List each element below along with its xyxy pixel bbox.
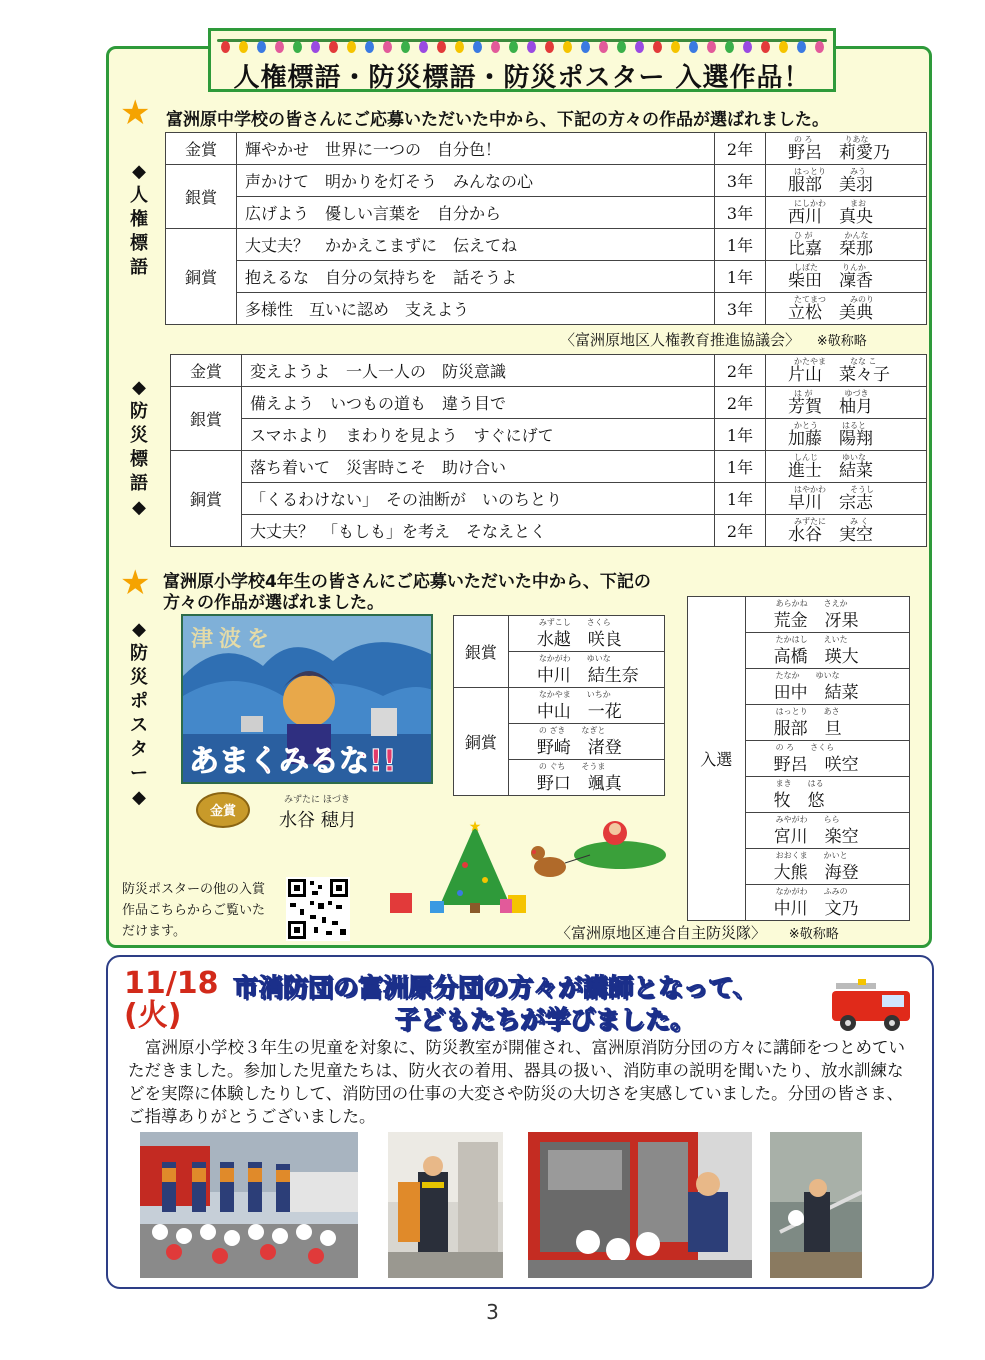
grade-cell: 2年 xyxy=(715,387,766,419)
name-ruby: の ろ さくら xyxy=(775,743,835,752)
name-ruby: はやかわ そうし xyxy=(794,485,874,494)
event-body-text: 富洲原小学校３年生の児童を対象に、防災教室が開催され、富洲原消防分団の方々に講師をつとめていただきました。参加した児童たちは、防火衣の着用、器具の扱い、消防車の説明を聞いたり、放水訓練などを実際に体験したりして、消防団の仕事の大変さや防災の大切さを実感していました。分団の皆さま、ご指導ありがとうございました。 xyxy=(128,1038,905,1126)
light-bulb-icon xyxy=(797,41,806,53)
grade-cell: 3年 xyxy=(715,165,766,197)
human-rights-table xyxy=(165,132,927,325)
slogan-cell: 声かけて 明かりを灯そう みんなの心 xyxy=(237,165,715,197)
label-char: 標 xyxy=(130,449,148,470)
photo-firefighters-lineup xyxy=(140,1132,358,1278)
table-row xyxy=(166,133,927,165)
grade-cell: 1年 xyxy=(715,261,766,293)
intro-middle-school: 富洲原中学校の皆さんにご応募いただいた中から、下記の方々の作品が選ばれました。 xyxy=(166,110,829,130)
label-char: ス xyxy=(130,715,148,736)
table-row xyxy=(166,293,927,325)
light-bulb-icon xyxy=(635,41,644,53)
light-bulb-icon xyxy=(527,41,536,53)
prize-cell: 銀賞 xyxy=(454,616,509,688)
student-name: 柴田 凜香 xyxy=(788,271,873,291)
student-name: 服部 美羽 xyxy=(788,175,873,195)
student-name: 中川 文乃 xyxy=(773,899,859,919)
title-banner xyxy=(208,28,836,92)
poster-label xyxy=(128,618,150,810)
name-ruby: たてまつ みのり xyxy=(794,295,874,304)
name-cell xyxy=(766,419,927,451)
qr-caption: 防災ポスターの他の入賞作品こちらからご覧いただけます。 xyxy=(122,882,266,939)
name-cell xyxy=(766,165,927,197)
slogan-cell: 輝やかせ 世界に一つの 自分色！ xyxy=(237,133,715,165)
name-cell xyxy=(766,515,927,547)
name-ruby: は が ゆづき xyxy=(794,389,869,398)
label-char: ◆ xyxy=(132,377,146,398)
prize-cell: 金賞 xyxy=(171,355,242,387)
prize-cell: 銀賞 xyxy=(171,387,242,451)
student-name: 西川 真央 xyxy=(788,207,873,227)
light-bulb-icon xyxy=(455,41,464,53)
qr-code-icon[interactable] xyxy=(286,877,350,941)
light-bulb-icon xyxy=(707,41,716,53)
student-name: 早川 宗志 xyxy=(788,493,873,513)
label-char: 語 xyxy=(130,473,148,494)
grade-cell: 1年 xyxy=(715,419,766,451)
light-bulb-icon xyxy=(761,41,770,53)
light-bulb-icon xyxy=(419,41,428,53)
student-name: 比嘉 栞那 xyxy=(788,239,873,259)
photo-fire-truck-equipment xyxy=(528,1132,752,1278)
name-ruby: なかがわ ふみの xyxy=(775,887,848,896)
label-char: 標 xyxy=(130,233,148,254)
student-name: 野口 颯真 xyxy=(536,774,622,794)
table-row xyxy=(171,451,927,483)
christmas-decoration xyxy=(390,815,680,920)
name-ruby: ひ が かんな xyxy=(794,231,869,240)
student-name: 野崎 渚登 xyxy=(536,738,622,758)
name-ruby: はっとり あさ xyxy=(775,707,840,716)
poster-top-text: 津波を xyxy=(191,627,276,652)
name-cell xyxy=(766,229,927,261)
student-name: 野呂 咲空 xyxy=(773,755,859,775)
student-name: 田中 結菜 xyxy=(773,683,859,703)
table-row xyxy=(171,387,927,419)
light-bulb-icon xyxy=(239,41,248,53)
name-cell xyxy=(745,633,909,669)
name-ruby: みやがわ らら xyxy=(775,815,840,824)
light-bulb-icon xyxy=(743,41,752,53)
student-name: 荒金 冴果 xyxy=(773,611,859,631)
slogan-cell: 落ち着いて 災害時こそ 助け合い xyxy=(242,451,715,483)
credit-text: 〈富洲原地区人権教育推進協議会〉 xyxy=(560,331,801,349)
light-bulb-icon xyxy=(779,41,788,53)
prize-cell: 銅賞 xyxy=(166,229,237,325)
student-name: 立松 美典 xyxy=(788,303,873,323)
garland xyxy=(217,39,827,42)
label-char: ◆ xyxy=(132,619,146,640)
name-ruby: なかがわ ゆいな xyxy=(538,654,611,663)
label-char: ◆ xyxy=(132,787,146,808)
medal-text: 金賞 xyxy=(209,804,236,819)
disaster-slogan-table xyxy=(170,354,927,547)
label-char: 災 xyxy=(130,425,148,446)
name-ruby: まき はる xyxy=(775,779,824,788)
page-number: 3 xyxy=(486,1300,499,1324)
poster-bottom-text: あまくみるな!! xyxy=(189,744,397,779)
name-cell xyxy=(745,885,909,921)
name-cell xyxy=(766,133,927,165)
name-ruby: の ろ りあな xyxy=(794,135,869,144)
name-cell xyxy=(766,451,927,483)
poster-selected-table xyxy=(687,596,910,921)
human-rights-credit xyxy=(560,329,867,350)
light-bulb-icon xyxy=(347,41,356,53)
name-cell xyxy=(745,597,909,633)
slogan-cell: 変えようよ 一人一人の 防災意識 xyxy=(242,355,715,387)
name-cell xyxy=(745,813,909,849)
prize-cell: 金賞 xyxy=(166,133,237,165)
name-cell xyxy=(766,197,927,229)
star-icon: ★ xyxy=(120,93,151,133)
light-bulb-icon xyxy=(815,41,824,53)
date-text: 11/18 xyxy=(124,966,219,1001)
light-bulb-icon xyxy=(545,41,554,53)
slogan-cell: スマホより まわりを見よう すぐにげて xyxy=(242,419,715,451)
name-cell xyxy=(508,724,664,760)
name-ruby: しんじ ゆいな xyxy=(794,453,866,462)
slogan-cell: 多様性 互いに認め 支えよう xyxy=(237,293,715,325)
student-name: 中山 一花 xyxy=(536,702,622,722)
student-name: 大熊 海登 xyxy=(773,863,859,883)
name-cell xyxy=(745,741,909,777)
headline-line1: 市消防団の富洲原分団の方々が講師となって、 xyxy=(233,973,758,1002)
student-name: 進士 結菜 xyxy=(788,461,873,481)
grade-cell: 1年 xyxy=(715,483,766,515)
name-ruby: たかはし えいた xyxy=(775,635,848,644)
table-row xyxy=(166,229,927,261)
light-bulb-icon xyxy=(563,41,572,53)
student-name: 野呂 莉愛乃 xyxy=(788,143,890,163)
grade-cell: 2年 xyxy=(715,355,766,387)
page-title: 人権標語・防災標語・防災ポスター 入選作品！ xyxy=(233,63,811,93)
light-bulb-icon xyxy=(617,41,626,53)
label-char: ◆ xyxy=(132,161,146,182)
poster-credit xyxy=(556,922,839,943)
table-row xyxy=(171,515,927,547)
slogan-cell: 広げよう 優しい言葉を 自分から xyxy=(237,197,715,229)
table-row xyxy=(688,597,910,633)
star-icon: ★ xyxy=(120,563,151,603)
student-name: 芳賀 柚月 xyxy=(788,397,873,417)
label-char: 権 xyxy=(130,209,148,230)
prize-cell: 銀賞 xyxy=(166,165,237,229)
photo-water-drill xyxy=(770,1132,862,1278)
prize-cell: 入選 xyxy=(688,597,746,921)
grade-cell: 1年 xyxy=(715,229,766,261)
light-bulb-icon xyxy=(311,41,320,53)
student-name: 宮川 楽空 xyxy=(773,827,859,847)
name-cell xyxy=(766,261,927,293)
event-date xyxy=(124,968,218,1032)
label-char: 防 xyxy=(130,643,148,664)
slogan-cell: 「くるわけない」 その油断が いのちとり xyxy=(242,483,715,515)
name-ruby: たなか ゆいな xyxy=(775,671,840,680)
name-ruby: しばた りんか xyxy=(794,263,866,272)
slogan-cell: 大丈夫？ かかえこまずに 伝えてね xyxy=(237,229,715,261)
name-ruby: おおくま かいと xyxy=(775,851,848,860)
disaster-slogan-label xyxy=(128,376,150,520)
name-cell xyxy=(745,849,909,885)
light-bulb-icon xyxy=(599,41,608,53)
student-name: 牧 悠 xyxy=(773,791,825,811)
name-cell xyxy=(745,669,909,705)
student-name: 水越 咲良 xyxy=(536,630,622,650)
human-rights-label xyxy=(128,160,150,280)
poster-silver-bronze-table xyxy=(453,615,665,796)
credit-text: 〈富洲原地区連合自主防災隊〉 xyxy=(556,924,767,942)
name-ruby: かたやま なな こ xyxy=(794,357,877,366)
grade-cell: 2年 xyxy=(715,515,766,547)
name-ruby: はっとり みう xyxy=(794,167,866,176)
student-name: 加藤 陽翔 xyxy=(788,429,873,449)
photo-fire-suit xyxy=(388,1132,503,1278)
grade-cell: 3年 xyxy=(715,197,766,229)
label-char: 災 xyxy=(130,667,148,688)
note-text: ※敬称略 xyxy=(788,927,839,942)
name-cell xyxy=(508,760,664,796)
name-ruby: みずこし さくら xyxy=(538,618,611,627)
name-cell xyxy=(766,483,927,515)
student-name: 片山 菜々子 xyxy=(788,365,890,385)
light-bulb-icon xyxy=(293,41,302,53)
label-char: 防 xyxy=(130,401,148,422)
light-bulb-icon xyxy=(653,41,662,53)
prize-cell: 銅賞 xyxy=(454,688,509,796)
table-row xyxy=(454,616,665,652)
name-cell xyxy=(508,688,664,724)
name-cell xyxy=(766,293,927,325)
slogan-cell: 備えよう いつもの道も 違う目で xyxy=(242,387,715,419)
student-name: 高橋 瑛大 xyxy=(773,647,859,667)
slogan-cell: 大丈夫？ 「もしも」を考え そなえとく xyxy=(242,515,715,547)
grade-cell: 1年 xyxy=(715,451,766,483)
light-bulb-icon xyxy=(365,41,374,53)
name-ruby: の ざき なぎと xyxy=(538,726,606,735)
light-bulb-icon xyxy=(221,41,230,53)
light-bulb-icon xyxy=(257,41,266,53)
light-bulb-icon xyxy=(437,41,446,53)
headline-line2: 子どもたちが学びました。 xyxy=(395,1005,696,1034)
svg-text:★: ★ xyxy=(468,819,482,835)
light-bulb-icon xyxy=(491,41,500,53)
student-name: 水谷 実空 xyxy=(788,525,873,545)
gold-winner-name: 水谷 穂月 xyxy=(279,810,357,831)
light-bulb-icon xyxy=(725,41,734,53)
table-row xyxy=(454,688,665,724)
light-bulb-icon xyxy=(329,41,338,53)
weekday-text: (火) xyxy=(124,998,182,1033)
table-row xyxy=(166,261,927,293)
name-cell xyxy=(745,705,909,741)
name-cell xyxy=(766,355,927,387)
grade-cell: 3年 xyxy=(715,293,766,325)
light-bulb-icon xyxy=(401,41,410,53)
table-row xyxy=(171,355,927,387)
name-cell xyxy=(745,777,909,813)
intro-elementary: 富洲原小学校4年生の皆さんにご応募いただいた中から、下記の方々の作品が選ばれました。 xyxy=(163,572,651,613)
label-char: タ xyxy=(130,739,148,760)
label-char: ポ xyxy=(130,691,148,712)
name-ruby: みずたに み く xyxy=(794,517,869,526)
light-bulb-icon xyxy=(689,41,698,53)
table-row xyxy=(166,165,927,197)
label-char: 人 xyxy=(130,185,148,206)
light-bulb-icon xyxy=(671,41,680,53)
name-cell xyxy=(508,652,664,688)
name-ruby: の ぐち そうま xyxy=(538,762,606,771)
label-char: ー xyxy=(130,763,148,784)
student-name: 服部 旦 xyxy=(773,719,842,739)
light-bulb-icon xyxy=(275,41,284,53)
label-char: ◆ xyxy=(132,497,146,518)
name-ruby: あらかね さえか xyxy=(775,599,848,608)
label-char: 語 xyxy=(130,257,148,278)
fire-truck-icon xyxy=(828,977,916,1033)
gold-poster-artwork xyxy=(181,614,433,784)
grade-cell: 2年 xyxy=(715,133,766,165)
name-cell xyxy=(766,387,927,419)
winner-ruby: みずたに ほづき xyxy=(284,795,350,805)
note-text: ※敬称略 xyxy=(816,334,867,349)
name-ruby: かとう はると xyxy=(794,421,866,430)
student-name: 中川 結生奈 xyxy=(536,666,639,686)
name-ruby: なかやま いちか xyxy=(538,690,611,699)
light-bulb-icon xyxy=(509,41,518,53)
slogan-cell: 抱えるな 自分の気持ちを 話そうよ xyxy=(237,261,715,293)
light-bulb-icon xyxy=(383,41,392,53)
name-cell xyxy=(508,616,664,652)
light-bulb-icon xyxy=(581,41,590,53)
table-row xyxy=(166,197,927,229)
gold-medal-icon xyxy=(196,792,250,828)
prize-cell: 銅賞 xyxy=(171,451,242,547)
light-bulb-icon xyxy=(473,41,482,53)
table-row xyxy=(171,419,927,451)
table-row xyxy=(171,483,927,515)
name-ruby: にしかわ まお xyxy=(794,199,866,208)
